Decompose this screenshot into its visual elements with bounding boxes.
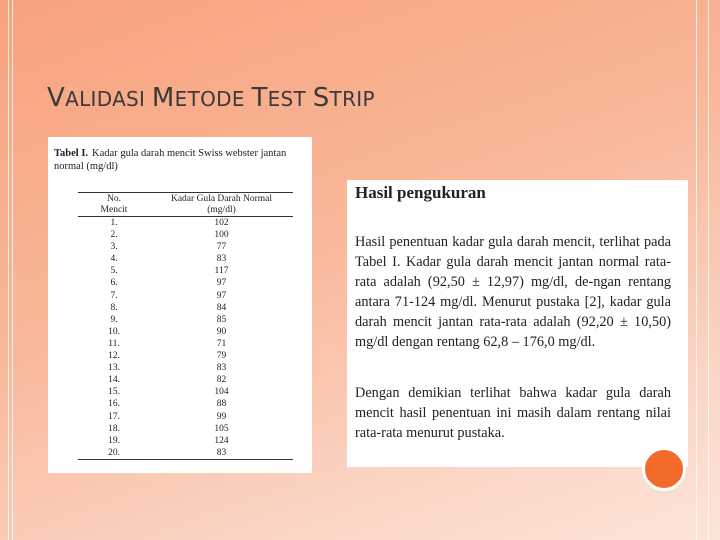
results-paragraph-1: Hasil penentuan kadar gula darah mencit, terlihat pada Tabel I. Kadar gula darah mencit jantan normal rata-rata adalah (92,50 ± 12,97) mg/dl, de-ngan rentang antara 71-124 mg/dl. Menurut pustaka [2], kadar gula darah mencit jantan rata-rata adalah (92,20 ± 10,50) mg/dl dengan rentang 62,8 – 176,0 mg/dl. — [355, 234, 671, 350]
row-value: 97 — [216, 290, 227, 301]
table-row — [78, 386, 293, 398]
header-no — [78, 194, 150, 215]
header-glucose-line2: (mg/dl) — [207, 204, 236, 215]
results-image-card — [347, 180, 688, 467]
row-number: 18. — [108, 423, 120, 434]
row-number: 17. — [108, 411, 120, 422]
row-number: 6. — [110, 278, 118, 289]
table-row — [78, 435, 293, 447]
row-number: 4. — [110, 254, 118, 265]
table-caption — [54, 148, 306, 173]
row-value: 83 — [216, 447, 227, 458]
table-body — [78, 217, 293, 459]
header-no-line1: No. — [107, 194, 121, 204]
row-number: 16. — [108, 399, 120, 410]
row-number: 13. — [108, 363, 120, 374]
table-row — [78, 229, 293, 241]
row-value: 99 — [216, 411, 227, 422]
table-row — [78, 326, 293, 338]
table-row — [78, 398, 293, 410]
table-caption-text: Kadar gula darah mencit Swiss webster jantan normal (mg/dl) — [54, 148, 287, 172]
table-row — [78, 290, 293, 302]
results-heading: Hasil pengukuran — [355, 183, 486, 202]
row-value: 71 — [216, 338, 227, 349]
table-row — [78, 277, 293, 289]
row-value: 97 — [216, 278, 227, 289]
row-number: 1. — [110, 218, 118, 228]
table-row — [78, 447, 293, 459]
table-row — [78, 253, 293, 265]
table-header — [78, 193, 293, 216]
row-value: 105 — [214, 423, 229, 434]
row-value: 83 — [216, 363, 227, 374]
table-row — [78, 241, 293, 253]
row-number: 20. — [108, 447, 120, 458]
title-rest-1: ALIDASI — [65, 87, 152, 111]
row-value: 82 — [216, 375, 227, 386]
title-initial-3: T — [251, 83, 268, 113]
table-row — [78, 374, 293, 386]
title-initial-4: S — [312, 83, 330, 113]
table-row — [78, 265, 293, 277]
table-row — [78, 302, 293, 314]
table-row — [78, 338, 293, 350]
table-image-card — [48, 137, 312, 473]
decor-circle — [642, 447, 686, 491]
row-number: 5. — [110, 266, 118, 277]
decor-line-left-1 — [8, 0, 9, 540]
row-value: 84 — [216, 302, 227, 313]
table-row — [78, 362, 293, 374]
table-row — [78, 423, 293, 435]
results-paragraph-2: Dengan demikian terlihat bahwa kadar gula darah mencit hasil penentuan ini masih dalam rentang nilai rata-rata menurut pustaka. — [355, 385, 671, 441]
row-number: 19. — [108, 435, 120, 446]
row-number: 9. — [110, 314, 118, 325]
title-initial-2: M — [151, 83, 175, 113]
table-label: Tabel I. — [54, 148, 89, 159]
row-value: 124 — [214, 435, 229, 446]
row-value: 90 — [216, 326, 227, 337]
slide-title — [47, 76, 375, 114]
row-value: 117 — [214, 266, 229, 277]
decor-line-left-2 — [12, 0, 13, 540]
row-value: 100 — [214, 230, 229, 241]
row-number: 10. — [108, 326, 120, 337]
row-value: 77 — [216, 242, 227, 253]
row-value: 102 — [214, 218, 229, 228]
row-number: 2. — [110, 230, 118, 241]
title-rest-2: ETODE — [174, 87, 252, 111]
row-number: 8. — [110, 302, 118, 313]
row-number: 15. — [108, 387, 120, 398]
row-value: 88 — [216, 399, 227, 410]
decor-line-right-2 — [708, 0, 709, 540]
glucose-table — [78, 192, 293, 460]
row-number: 11. — [108, 338, 120, 349]
decor-line-right-1 — [696, 0, 697, 540]
row-value: 83 — [216, 254, 227, 265]
table-bottom-rule — [78, 459, 293, 460]
title-rest-4: TRIP — [329, 87, 375, 111]
row-number: 7. — [110, 290, 118, 301]
title-rest-3: EST — [267, 87, 313, 111]
title-initial-1: V — [47, 83, 66, 113]
table-row — [78, 314, 293, 326]
table-row — [78, 350, 293, 362]
row-value: 85 — [216, 314, 227, 325]
row-number: 3. — [110, 242, 118, 253]
header-glucose-line1: Kadar Gula Darah Normal — [170, 194, 273, 204]
table-row — [78, 217, 293, 229]
header-no-line2: Mencit — [100, 204, 128, 215]
table-row — [78, 411, 293, 423]
row-number: 14. — [108, 375, 120, 386]
row-value: 104 — [214, 387, 229, 398]
row-value: 79 — [216, 351, 227, 362]
row-number: 12. — [108, 351, 120, 362]
header-glucose — [150, 194, 293, 215]
